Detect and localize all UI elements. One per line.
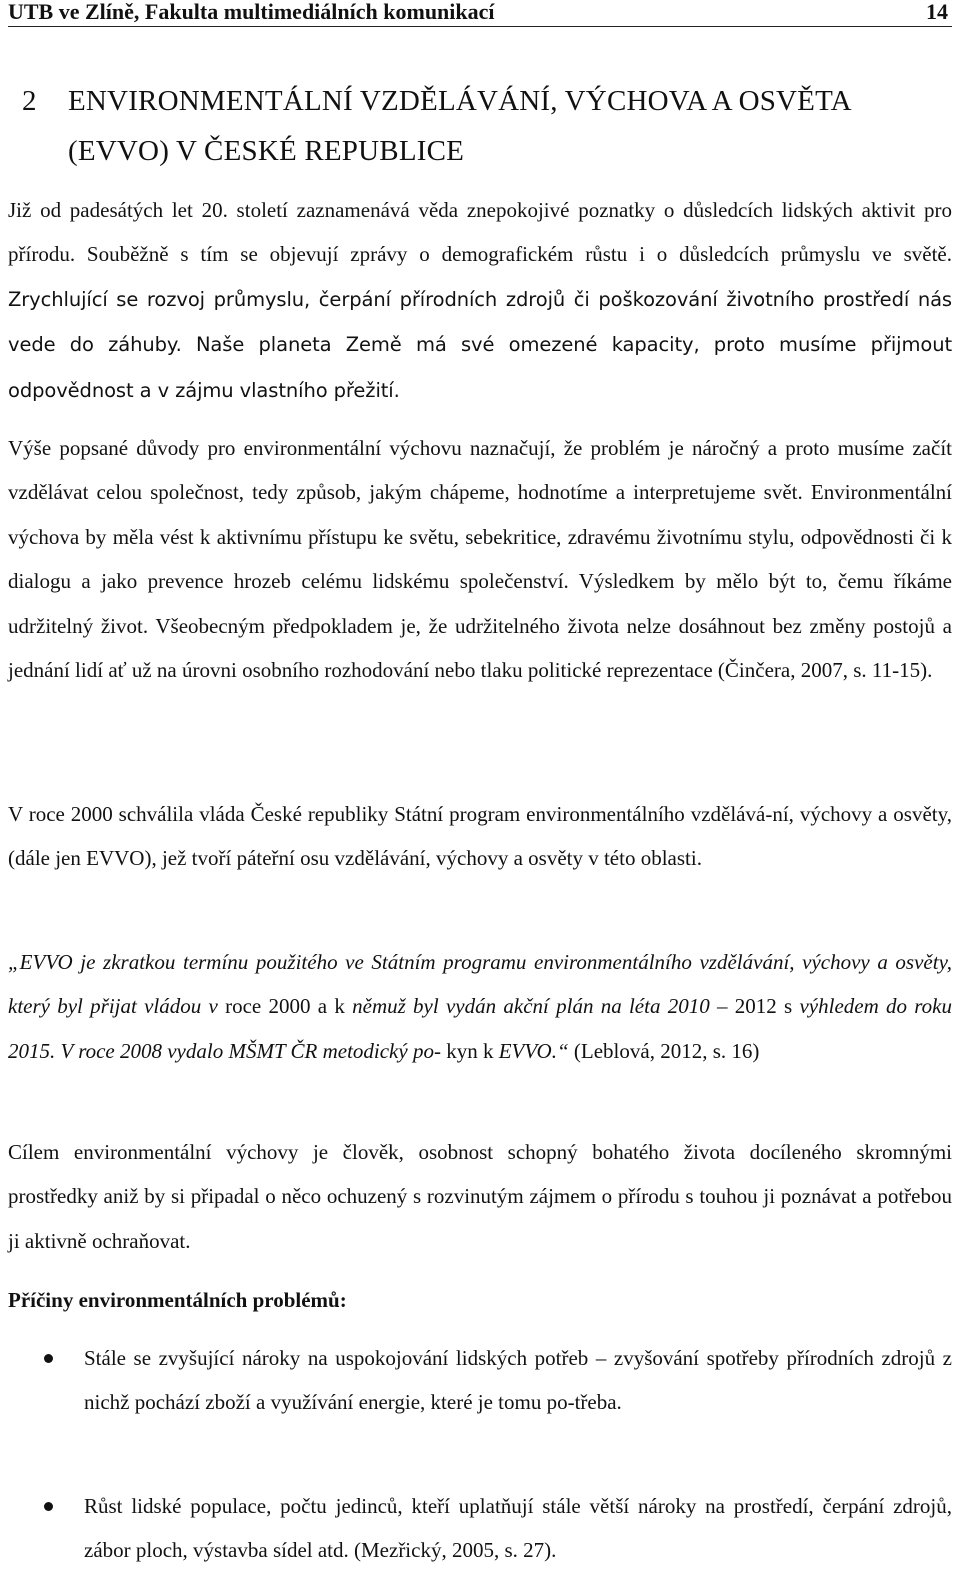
paragraph-goal: Cílem environmentální výchovy je člověk, osobnost schopný bohatého života docíleného skromnými prostředky aniž by si připadal o něco ochuzený s rozvinutým zájmem o přírodu s touhou ji poznávat a potřebou ji aktivně ochraňovat. [8, 1140, 952, 1253]
quote-citation: (Leblová, 2012, s. 16) [568, 1038, 760, 1063]
bullet-icon [44, 1354, 53, 1363]
list-item-text: Růst lidské populace, počtu jedinců, kteří uplatňují stále větší nároky na prostředí, čerpání zdrojů, zábor ploch, výstavba sídel atd. (Mezřický, 2005, s. 27). [84, 1494, 952, 1563]
quote-part-d: – 2012 s [709, 994, 800, 1019]
paragraph-evvo-program: V roce 2000 schválila vláda České republiky Státní program environmentálního vzdělává-ní, výchovy a osvěty, (dále jen EVVO), jež tvoří páteřní osu vzdělávání, výchovy a osvěty v této oblasti. [8, 802, 952, 871]
page-header [8, 0, 952, 27]
page-number: 14 [926, 0, 948, 24]
list-item-text: Stále se zvyšující nároky na uspokojování lidských potřeb – zvyšování spotřeby přírodních zdrojů z nichž pochází zboží a využívání energie, které je tomu po-třeba. [84, 1346, 952, 1415]
header-title: UTB ve Zlíně, Fakulta multimediálních komunikací [8, 0, 495, 24]
chapter-title: ENVIRONMENTÁLNÍ VZDĚLÁVÁNÍ, VÝCHOVA A OSVĚTA (EVVO) V ČESKÉ REPUBLICE [68, 85, 851, 167]
paragraph-intro-sans: Zrychlující se rozvoj průmyslu, čerpání přírodních zdrojů či poškozování životního prostředí nás vede do záhuby. Naše planeta Země má své omezené kapacity, proto musíme přijmout odpovědnost a v zájmu vlastního přežití. [8, 287, 952, 402]
bullet-icon [44, 1502, 53, 1511]
quote-part-g: EVVO.“ [498, 1038, 569, 1063]
quote-part-c: němuž byl vydán akční plán na léta 2010 [352, 994, 710, 1019]
paragraph-intro [8, 188, 952, 413]
quote-part-a: „EVVO je zkratkou termínu použitého ve Státním programu environmentálního vzdělávání, výchovy a osvěty, který byl přijat vládou v [8, 950, 952, 1019]
paragraph-reasons: Výše popsané důvody pro environmentální výchovu naznačují, že problém je náročný a proto musíme začít vzdělávat celou společnost, tedy způsob, jakým chápeme, hodnotíme a interpretujeme svět. Environmentální výchova by měla vést k aktivnímu přístupu ke světu, sebekritice, zdravému životnímu stylu, odpovědnosti či k dialogu a jako prevence hrozeb celému lidskému společenství. Výsledkem by mělo být to, čemu říkáme udržitelný život. Všeobecným předpokladem je, že udržitelného života nelze dosáhnout bez změny postojů a jednání lidí ať už na úrovni osobního rozhodování nebo tlaku politické reprezentace (Činčera, 2007, s. 11-15). [8, 436, 952, 683]
quote-part-e: výhledem do roku 2015. V roce 2008 vydalo MŠMT ČR metodický po- [8, 994, 952, 1063]
quote-evvo [8, 940, 952, 1073]
quote-part-b: roce 2000 a k [217, 994, 353, 1019]
chapter-number: 2 [22, 85, 37, 117]
quote-part-f: kyn k [446, 1038, 499, 1063]
causes-heading: Příčiny environmentálních problémů: [8, 1288, 347, 1312]
paragraph-intro-serif: Již od padesátých let 20. století zaznamenává věda znepokojivé poznatky o důsledcích lidských aktivit pro přírodu. Souběžně s tím se objevují zprávy o demografickém růstu i o důsledcích průmyslu ve světě. [8, 198, 952, 267]
